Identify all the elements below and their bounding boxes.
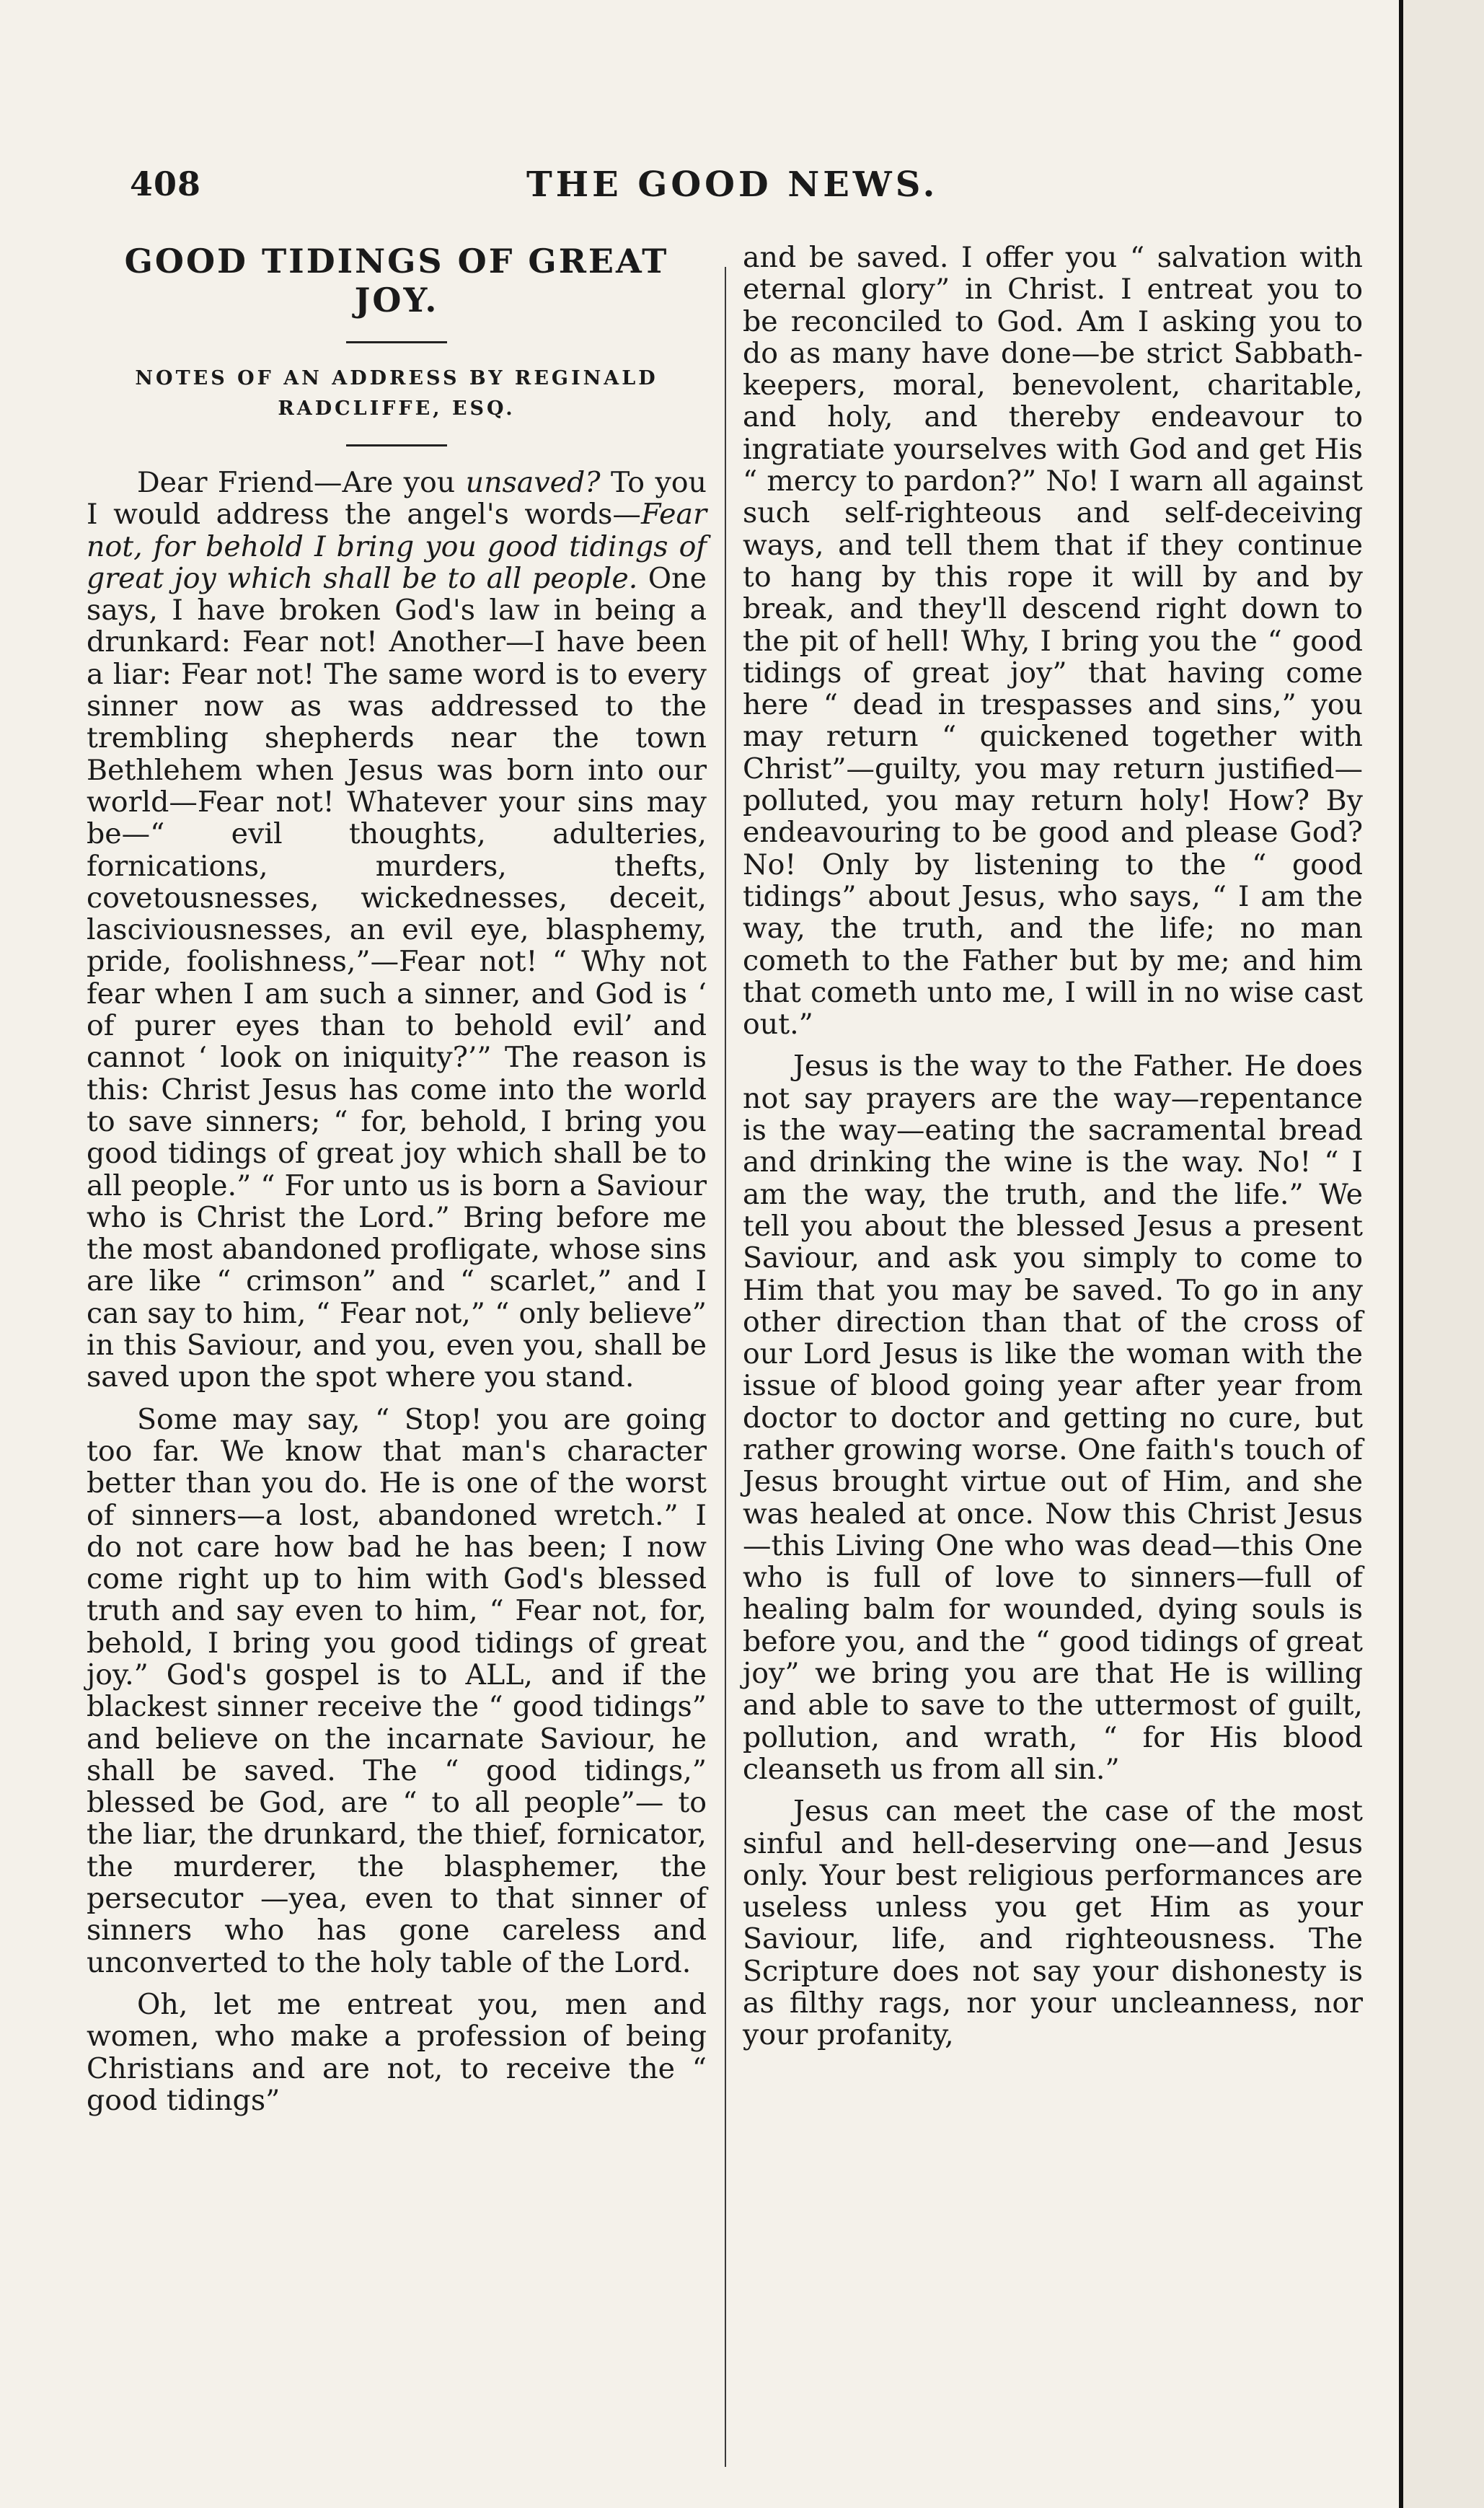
right-paragraph-3: Jesus can meet the case of the most sinful and hell-deserving one—and Jesus only. Your best religious performances are useless unless you get Him as your Saviour, life, and righteousness. The Scripture does not say your dishonesty is as filthy rags, nor your uncleanness, nor your profanity, <box>743 1795 1363 2052</box>
right-paragraph-2: Jesus is the way to the Father. He does not say prayers are the way—repentance is the way—eating the sacramental bread and drinking the wine is the way. No! “ I am the way, the truth, and the life.” We tell you about the blessed Jesus a present Saviour, and ask you simply to come to Him that you may be saved. To go in any other direction than that of the cross of our Lord Jesus is like the woman with the issue of blood going year after year from doctor to doctor and getting no cure, but rather growing worse. One faith's touch of Jesus brought virtue out of Him, and she was healed at once. Now this Christ Jesus—this Living One who was dead—this One who is full of love to sinners—full of healing balm for wounded, dying souls is before you, and the “ good tidings of great joy” we bring you are that He is willing and able to save to the uttermost of guilt, pollution, and wrath, “ for His blood cleanseth us from all sin.” <box>743 1050 1363 1786</box>
page-number: 408 <box>130 164 202 203</box>
text-run: To you I would address the angel's words— <box>87 466 707 532</box>
journal-title: THE GOOD NEWS. <box>526 164 939 205</box>
emphasis-unsaved: unsaved? <box>465 466 601 499</box>
left-paragraph-2: Some may say, “ Stop! you are going too far. We know that man's character better than you do. He is one of the worst of sinners—a lost, abandoned wretch.” I do not care how bad he has been; I now come right up to him with God's blessed truth and say even to him, “ Fear not, for, behold, I bring you good tidings of great joy.” God's gospel is to ALL, and if the blackest sinner receive the “ good tidings” and believe on the incarnate Saviour, he shall be saved. The “ good tidings,” blessed be God, are “ to all people”— to the liar, the drunkard, the thief, fornicator, the murderer, the blasphemer, the persecutor —yea, even to that sinner of sinners who has gone careless and unconverted to the holy table of the Lord. <box>87 1402 707 1979</box>
right-paragraph-1: and be saved. I offer you “ salvation with eternal glory” in Christ. I entreat you to be reconciled to God. Am I asking you to do as many have done—be strict Sabbath-keepers, moral, benevolent, charitable, and holy, and thereby endeavour to ingratiate yourselves with God and get His “ mercy to pardon?” No! I warn all against such self-righteous and self-deceiving ways, and tell them that if they continue to hang by this rope it will by and by break, and they'll descend right down to the pit of hell! Why, I bring you the “ good tidings of great joy” that having come here “ dead in trespasses and sins,” you may return “ quickened together with Christ”—guilty, you may return justified—polluted, you may return holy! How? By endeavouring to be good and please God? No! Only by listening to the “ good tidings” about Jesus, who says, “ I am the way, the truth, and the life; no man cometh to the Father but by me; and him that cometh unto me, I will in no wise cast out.” <box>743 241 1363 1042</box>
text-run: One says, I have broken God's law in being a drunkard: Fear not! Another—I have been a liar: Fear not! The same word is to every sinner now as was addressed to the trembling shepherds near the town Bethlehem when Jesus was born into our world—Fear not! Whatever your sins may be—“ evil thoughts, adulteries, fornications, murders, thefts, covetousnesses, wickednesses, deceit, lasciviousnesses, an evil eye, blasphemy, pride, foolishness,”—Fear not! “ Why not fear when I am such a sinner, and God is ‘ of purer eyes than to behold evil’ and cannot ‘ look on iniquity?’” The reason is this: Christ Jesus has come into the world to save sinners; “ for, behold, I bring you good tidings of great joy which shall be to all people.” “ For unto us is born a Saviour who is Christ the Lord.” Bring before me the most abandoned profligate, whose sins are like “ crimson” and “ scarlet,” and I can say to him, “ Fear not,” “ only believe” in this Saviour, and you, even you, shall be saved upon the spot where you stand. <box>87 561 707 1394</box>
article-subtitle: NOTES OF AN ADDRESS BY REGINALD RADCLIFFE, ESQ. <box>135 367 658 420</box>
angel-quote: Fear not, for behold I bring you good tidings of great joy which shall be to all people. <box>87 498 707 595</box>
column-divider <box>725 267 726 2467</box>
article-title: GOOD TIDINGS OF GREAT JOY. <box>124 242 669 320</box>
text-run: Dear Friend—Are you <box>137 466 466 499</box>
left-column <box>87 242 707 2126</box>
left-paragraph-3: Oh, let me entreat you, men and women, who make a profession of being Christians and are not, to receive the “ good tidings” <box>87 1987 707 2117</box>
right-column <box>743 242 1363 2062</box>
page-edge-margin <box>1403 0 1484 2508</box>
left-paragraph-1 <box>87 467 707 1394</box>
running-head <box>130 164 1370 208</box>
page-edge-rule <box>1399 0 1403 2508</box>
subtitle-rule <box>346 444 447 446</box>
title-rule <box>346 341 447 343</box>
